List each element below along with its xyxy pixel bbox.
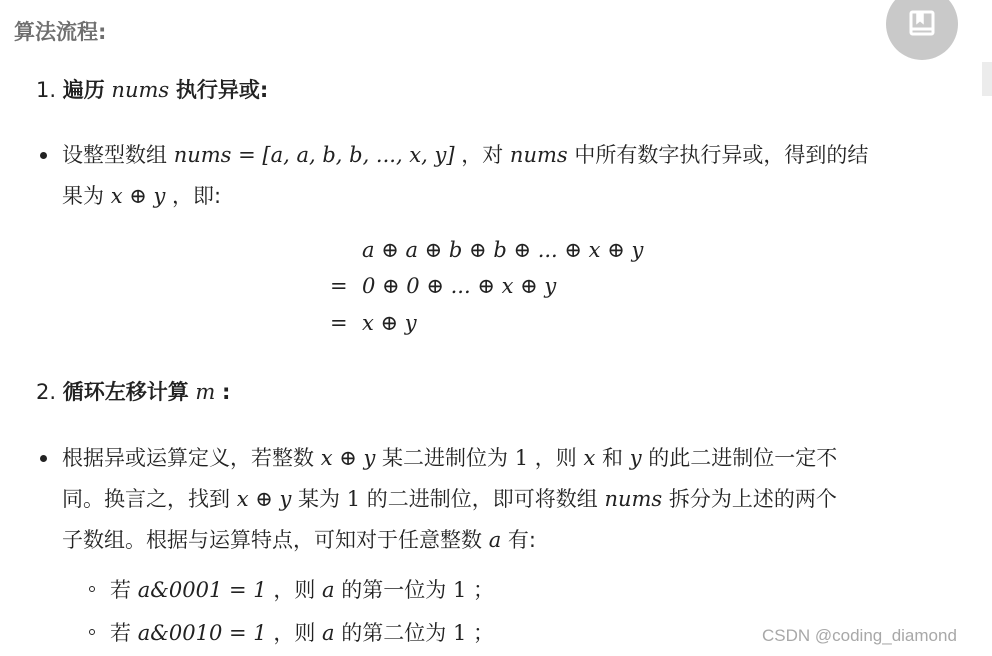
scrollbar-thumb[interactable] (982, 62, 992, 96)
bullet-1-line-2: 果为 x ⊕ y ，即: (62, 184, 222, 208)
bullet-marker (40, 455, 47, 462)
equation-row-1: a ⊕ a ⊕ b ⊕ b ⊕ ... ⊕ x ⊕ y (362, 238, 644, 262)
sub-bullet-marker (89, 586, 95, 592)
section-heading: 算法流程: (14, 20, 107, 44)
bookmark-button[interactable] (886, 0, 958, 60)
bullet-2-line-2: 同。换言之，找到 x ⊕ y 某为 1 的二进制位，即可将数组 nums 拆分为上述的两个 (62, 487, 837, 511)
equals-sign: = (330, 274, 348, 298)
sub-bullet-marker (89, 629, 95, 635)
equation-row-2: 0 ⊕ 0 ⊕ ... ⊕ x ⊕ y (362, 274, 557, 298)
bullet-marker (40, 152, 47, 159)
csdn-watermark: CSDN @coding_diamond (762, 626, 957, 645)
sub-bullet-1: 若 a&0001 = 1 ，则 a 的第一位为 1 ； (110, 578, 494, 602)
equation-row-3: x ⊕ y (362, 311, 417, 335)
bullet-2-line-1: 根据异或运算定义，若整数 x ⊕ y 某二进制位为 1 ，则 x 和 y 的此二进制位一定不 (62, 446, 838, 470)
bullet-1-line-1: 设整型数组 nums = [a, a, b, b, ..., x, y] ，对 nums 中所有数字执行异或，得到的结 (62, 143, 869, 167)
equals-sign: = (330, 311, 348, 335)
step-1-title: 1. 遍历 nums 执行异或: (36, 78, 269, 102)
step-2-title: 2. 循环左移计算 m : (36, 380, 231, 404)
bookmark-icon (909, 10, 935, 38)
sub-bullet-2: 若 a&0010 = 1 ，则 a 的第二位为 1 ； (110, 621, 494, 645)
bullet-2-line-3: 子数组。根据与运算特点，可知对于任意整数 a 有: (62, 528, 536, 552)
